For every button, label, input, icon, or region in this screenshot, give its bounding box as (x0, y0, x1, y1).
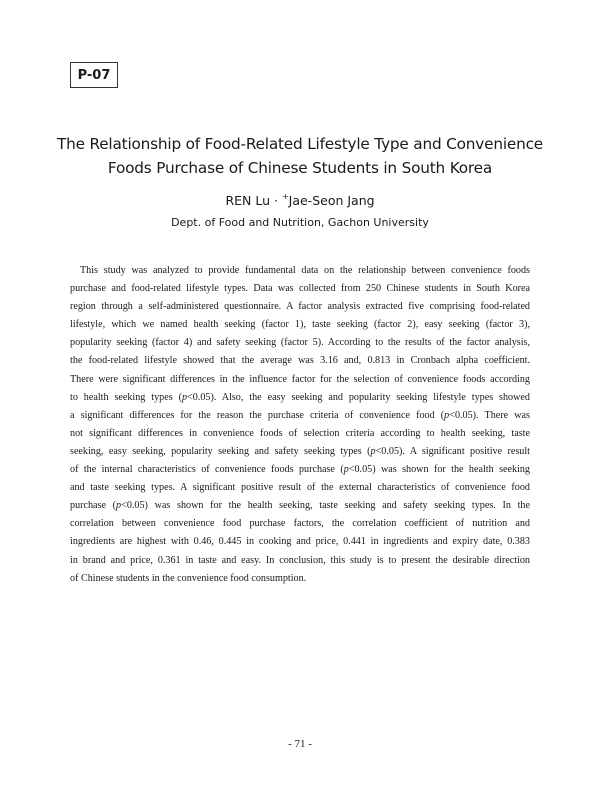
abstract-line: not significant differences in convenience foods of selection criteria according to health seeking, taste (70, 427, 530, 439)
p-value-symbol: p (181, 391, 188, 403)
abstract-line: of the internal characteristics of convenience foods purchase (p<0.05) was shown for the health seeking (70, 464, 530, 476)
paper-code-box: P-07 (70, 62, 118, 88)
p-value-symbol: p (370, 445, 376, 457)
author-2: Jae-Seon Jang (288, 193, 375, 208)
affiliation: Dept. of Food and Nutrition, Gachon University (171, 216, 429, 229)
abstract-line: the food-related lifestyle showed that the average was 3.16 and, 0.813 in Cronbach alpha coefficient. (70, 355, 530, 367)
abstract-line: correlation between convenience food purchase factors, the correlation coefficient of nutrition and (70, 518, 530, 530)
p-value-symbol: p (444, 409, 450, 421)
authors (0, 192, 600, 208)
author-1: REN Lu · (225, 193, 282, 208)
abstract-line: purchase and food-related lifestyle types. Data was collected from 250 Chinese students in South Korea (70, 283, 530, 295)
abstract-line: region through a self-administered questionnaire. A factor analysis extracted five comprising food-related (70, 301, 530, 313)
abstract-line: lifestyle, which we named health seeking (factor 1), taste seeking (factor 2), easy seeking (factor 3), (70, 319, 530, 331)
abstract-line: ingredients are highest with 0.46, 0.445 in cooking and price, 0.441 in ingredients and expiry date, 0.383 (70, 536, 530, 548)
abstract-line: and taste seeking types. A significant positive result of the external characteristics of convenience food (70, 482, 530, 494)
abstract-line: of Chinese students in the convenience food consumption. (70, 572, 307, 584)
abstract-line: a significant differences for the reason the purchase criteria of convenience food (p<0.05). There was (70, 409, 530, 421)
abstract-line: purchase (p<0.05) was shown for the health seeking, taste seeking and safety seeking types. In the (70, 500, 530, 512)
p-value-symbol: p (343, 464, 349, 476)
title-line-2: Foods Purchase of Chinese Students in South Korea (107, 159, 493, 177)
p-value-symbol: p (116, 500, 122, 512)
paper-title (40, 132, 560, 180)
abstract-line: seeking, easy seeking, popularity seeking and safety seeking types (p<0.05). A significant positive result (70, 445, 530, 457)
corresponding-author-mark: + (281, 192, 289, 201)
abstract-line: in brand and price, 0.361 in taste and easy. In conclusion, this study is to present the desirable direction (70, 554, 530, 566)
abstract-line: There were significant differences in the influence factor for the selection of convenience foods according (70, 373, 530, 385)
abstract-line: This study was analyzed to provide fundamental data on the relationship between convenience foods (80, 265, 530, 276)
page-number: - 71 - (288, 738, 312, 750)
abstract-line: popularity seeking (factor 4) and safety seeking (factor 5). According to the results of the factor analysis, (70, 337, 530, 349)
title-line-1: The Relationship of Food-Related Lifestyle Type and Convenience (56, 135, 544, 153)
abstract-body (70, 262, 530, 588)
abstract-line: to health seeking types (p<0.05). Also, the easy seeking and popularity seeking lifestyle types showed (70, 391, 530, 403)
